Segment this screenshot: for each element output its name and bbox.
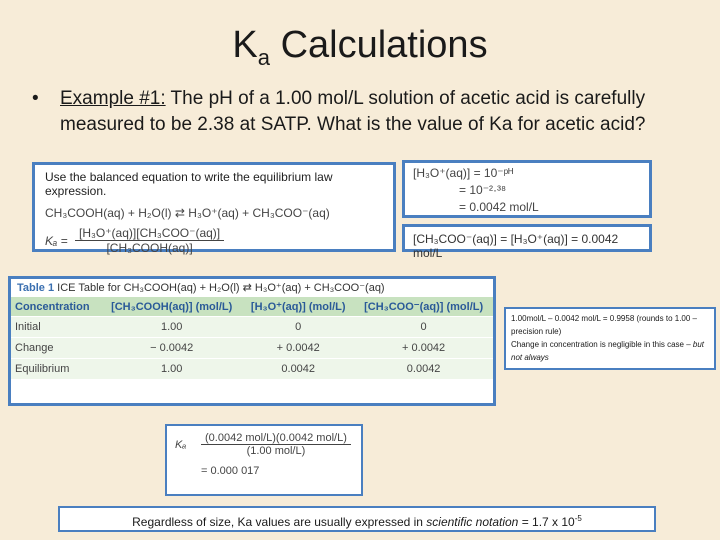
ka-numerator: (0.0042 mol/L)(0.0042 mol/L) <box>201 432 351 445</box>
conclusion-box: Regardless of size, Ka values are usually expressed in scientific notation = 1.7 x $10^{-5}$ <box>58 506 656 532</box>
ka-calculation-panel <box>165 424 363 496</box>
slide-title: $K_a$ Calculations <box>232 24 488 70</box>
ice-table <box>11 297 493 379</box>
ice-header: [H₃O⁺(aq)] (mol/L) <box>242 297 354 317</box>
bullet-icon: • <box>32 88 39 109</box>
table-row: Change − 0.0042 + 0.0042 + 0.0042 <box>11 338 493 359</box>
question-text: The pH of a 1.00 mol/L solution of acetic acid is carefully measured to be 2.38 at SATP. What is the value of Ka for acetic acid? <box>60 88 646 135</box>
ice-header: [CH₃COO⁻(aq)] (mol/L) <box>354 297 493 317</box>
reaction-equation: CH₃COOH(aq) + H₂O(l) ⇄ H₃O⁺(aq) + CH₃COO⁻(aq) <box>45 206 330 220</box>
precision-note: 1.00mol/L – 0.0042 mol/L = 0.9958 (rounds to 1.00 – precision rule) Change in concentration is negligible in this case – but not always <box>504 307 716 370</box>
ka-result: = 0.000 017 <box>201 465 260 477</box>
ice-table-panel <box>8 276 496 406</box>
ph-calculation-panel <box>402 160 652 218</box>
acetate-row: [CH₃COO⁻(aq)] = [H₃O⁺(aq)] = 0.0042 mol/L <box>413 232 619 260</box>
acetate-concentration-panel <box>402 224 652 260</box>
example-label: Example #1: <box>60 88 166 109</box>
ph-row-2: = 10⁻²·³⁸ <box>459 183 507 197</box>
table-row: Initial 1.00 0 0 <box>11 317 493 338</box>
ph-row-1: [H₃O⁺(aq)] = 10⁻ᵖᴴ <box>413 166 514 180</box>
ka-label: Kₐ <box>175 438 187 451</box>
equilibrium-law-panel <box>32 162 396 255</box>
ka-denominator: (1.00 mol/L) <box>246 445 306 457</box>
example-question <box>32 86 672 138</box>
ice-table-caption: Table 1 ICE Table for CH₃COOH(aq) + H₂O(l) ⇄ H₃O⁺(aq) + CH₃COO⁻(aq) <box>17 282 385 294</box>
ice-header: Concentration <box>11 297 101 317</box>
table-row: Equilibrium 1.00 0.0042 0.0042 <box>11 359 493 380</box>
ka-expression: Kₐ = $\frac{\text{[H₃O⁺(aq)][CH₃COO⁻(aq)]}}{\text{[CH₃COOH(aq)]}}$ <box>45 226 383 255</box>
ph-row-3: = 0.0042 mol/L <box>459 200 539 214</box>
instruction-text: Use the balanced equation to write the equilibrium law expression. <box>45 170 333 198</box>
ice-header: [CH₃COOH(aq)] (mol/L) <box>101 297 242 317</box>
